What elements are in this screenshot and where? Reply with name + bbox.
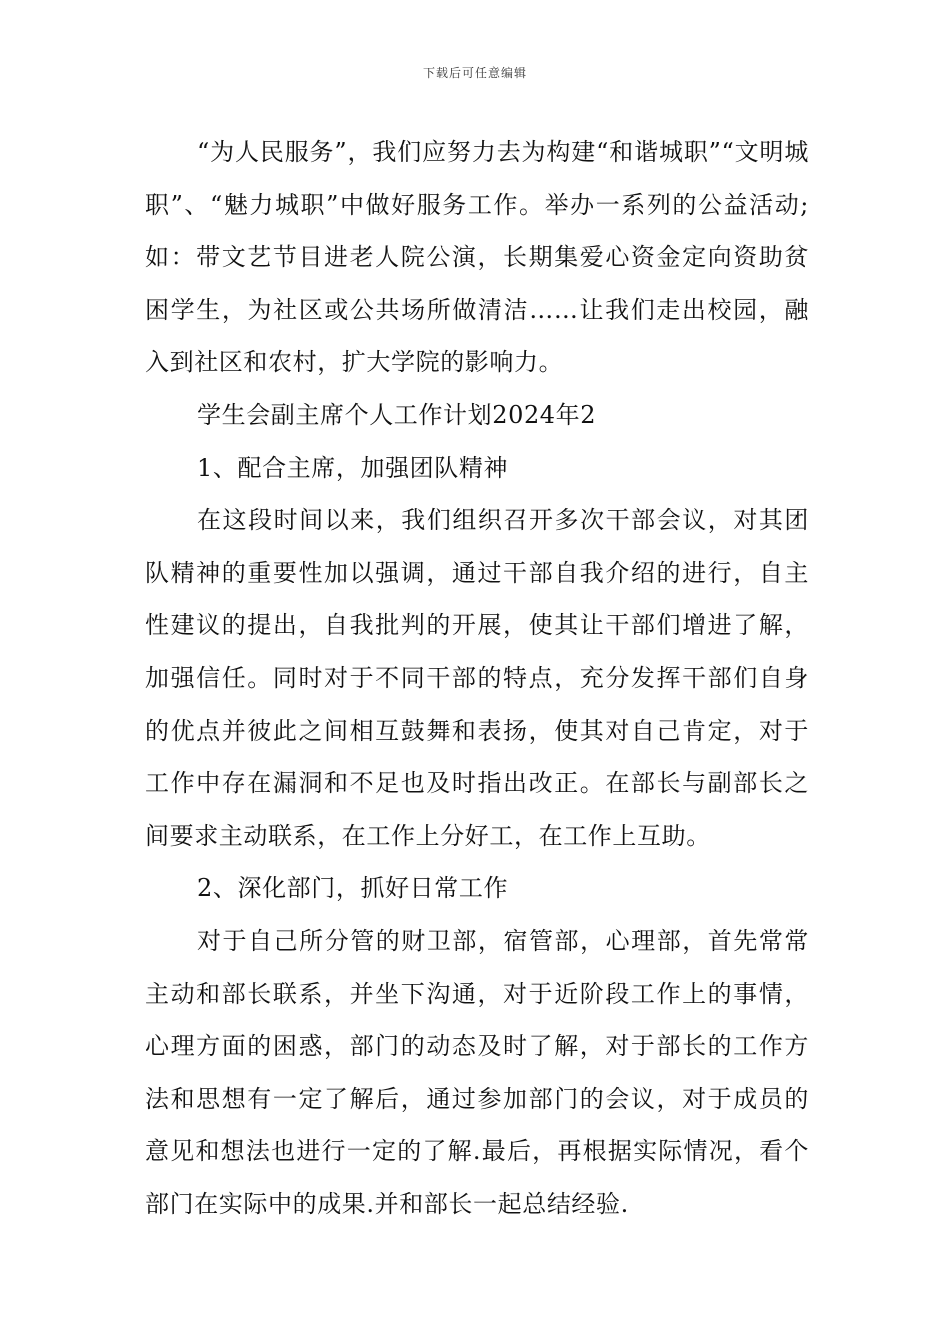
document-body — [145, 126, 809, 1230]
page-header: 下载后可任意编辑 — [422, 66, 527, 80]
heading-daily-work: 2、深化部门，抓好日常工作 — [197, 874, 509, 903]
section-title: 学生会副主席个人工作计划2024年2 — [197, 400, 597, 429]
paragraph-teamwork: 在这段时间以来，我们组织召开多次干部会议，对其团队精神的重要性加以强调，通过干部自我介绍的进行，自主性建议的提出，自我批判的开展，使其让干部们增进了解，加强信任。同时对于不同干部的特点，充分发挥干部们自身的优点并彼此之间相互鼓舞和表扬，使其对自己肯定，对于工作中存在漏洞和不足也及时指出改正。在部长与副部长之间要求主动联系，在工作上分好工，在工作上互助。 — [145, 506, 809, 850]
paragraph-public-service: “为人民服务”，我们应努力去为构建“和谐城职”“文明城职”、“魅力城职”中做好服务工作。举办一系列的公益活动;如：带文艺节目进老人院公演，长期集爱心资金定向资助贫困学生，为社区或公共场所做清洁……让我们走出校园，融入到社区和农村，扩大学院的影响力。 — [145, 138, 809, 377]
heading-teamwork: 1、配合主席，加强团队精神 — [197, 453, 509, 482]
paragraph-daily-work: 对于自己所分管的财卫部，宿管部，心理部，首先常常主动和部长联系，并坐下沟通，对于近阶段工作上的事情，心理方面的困惑，部门的动态及时了解，对于部长的工作方法和思想有一定了解后，通过参加部门的会议，对于成员的意见和想法也进行一定的了解.最后，再根据实际情况，看个部门在实际中的成果.并和部长一起总结经验. — [145, 926, 809, 1218]
